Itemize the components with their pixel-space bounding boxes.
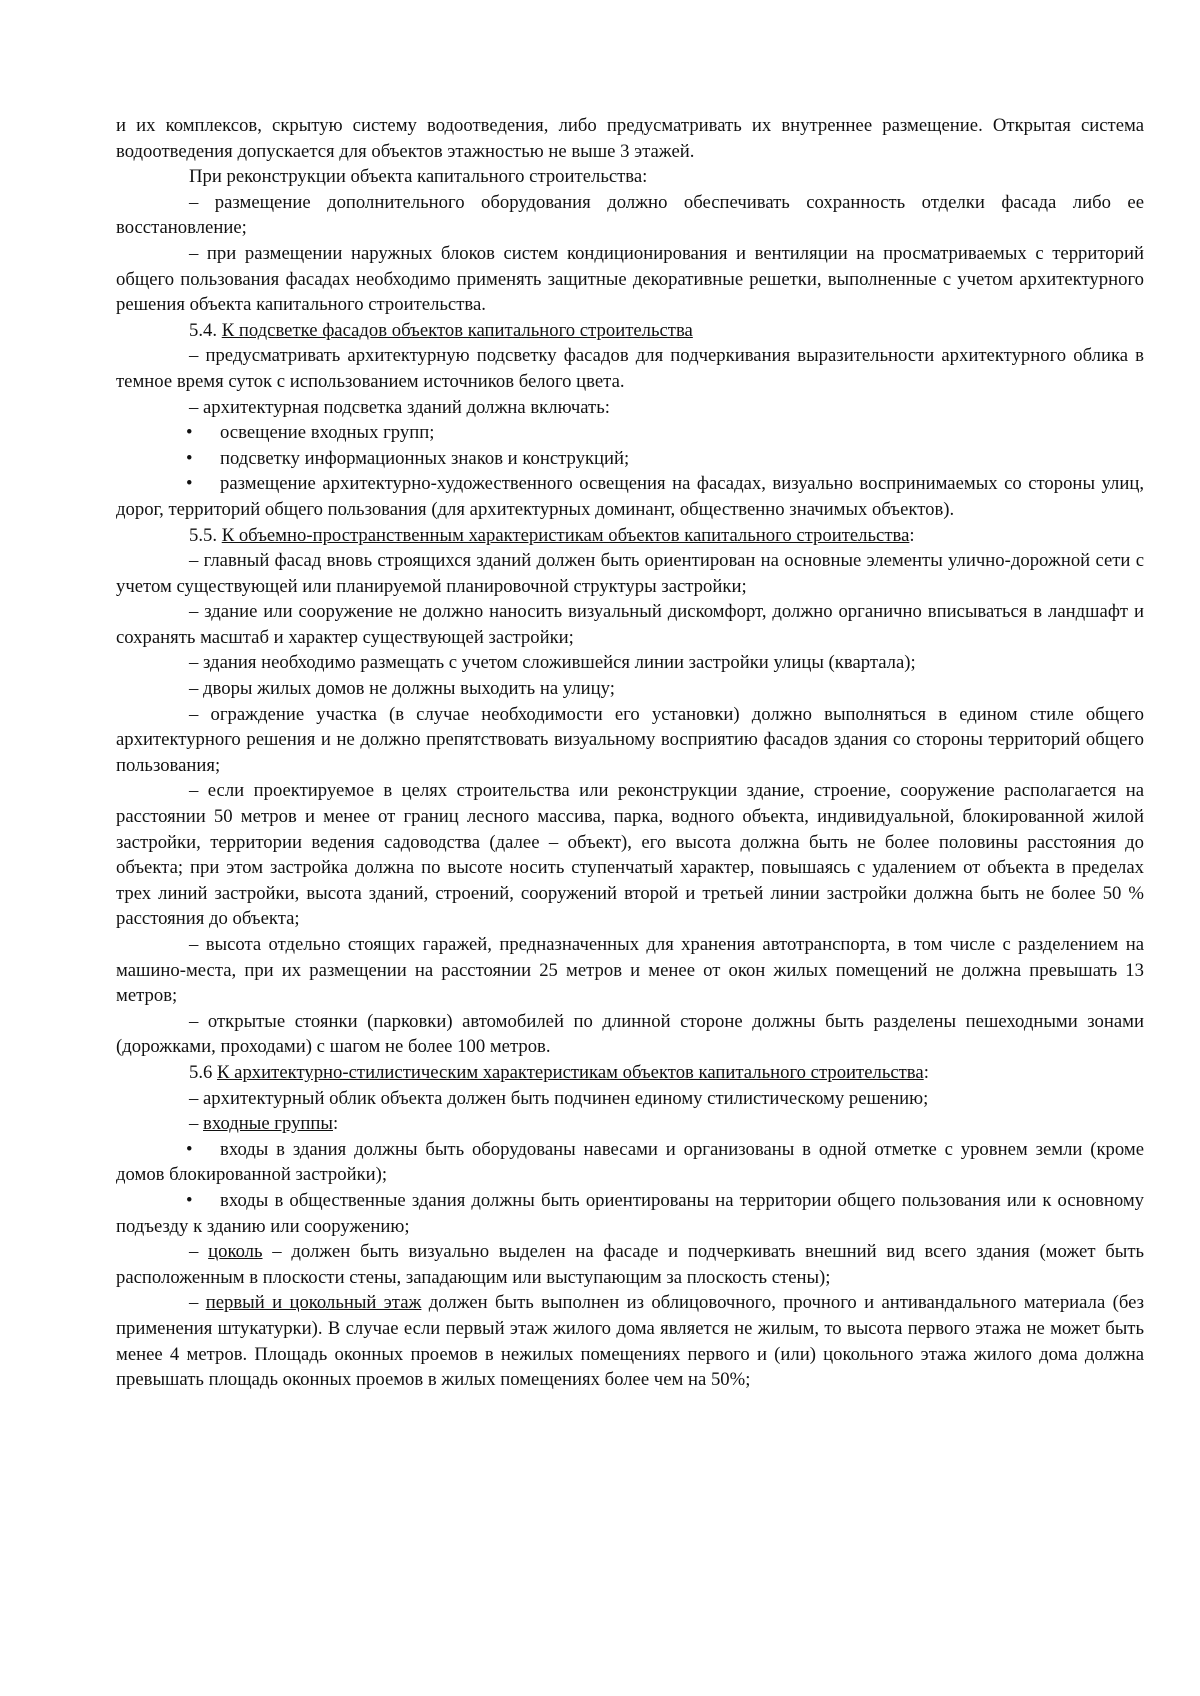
paragraph: и их комплексов, скрытую систему водоотведения, либо предусматривать их внутреннее размещение. Открытая система водоотведения допускается для объектов этажностью не выше 3 этажей. <box>116 115 1144 162</box>
list-item: – дворы жилых домов не должны выходить на улицу; <box>189 678 615 700</box>
list-item <box>116 1111 1144 1137</box>
bullet-text: освещение входных групп; <box>220 422 435 444</box>
bullet-text: входы в здания должны быть оборудованы навесами и организованы в одной отметке с уровнем земли (кроме домов блокированной застройки); <box>116 1138 1144 1186</box>
section-heading-5-5 <box>116 523 1144 549</box>
dash: – <box>189 1292 206 1314</box>
section-colon: : <box>909 524 915 546</box>
section-title: К объемно-пространственным характеристикам объектов капитального строительства <box>221 524 910 546</box>
bullet-text: подсветку информационных знаков и конструкций; <box>220 447 630 469</box>
dash: – <box>189 1113 204 1135</box>
list-item: – ограждение участка (в случае необходимости его установки) должно выполняться в едином стиле общего архитектурного решения и не должно препятствовать визуальному восприятию фасадов здания со стороны территорий общего пользования; <box>116 703 1144 776</box>
term-plinth: цоколь <box>208 1241 263 1263</box>
section-number: 5.6 <box>189 1061 218 1083</box>
section-title: К архитектурно-стилистическим характеристикам объектов капитального строительства <box>217 1061 924 1083</box>
list-item <box>116 1290 1144 1392</box>
document-body <box>116 113 1144 1393</box>
list-item: – при размещении наружных блоков систем кондиционирования и вентиляции на просматриваемых с территорий общего пользования фасадах необходимо применять защитные декоративные решетки, выполненные с учетом архитектурного решения объекта капитального строительства. <box>116 242 1144 316</box>
list-item: – размещение дополнительного оборудования должно обеспечивать сохранность отделки фасада либо ее восстановление; <box>116 191 1144 239</box>
list-item: – открытые стоянки (парковки) автомобилей по длинной стороне должны быть разделены пешеходными зонами (дорожками, проходами) с шагом не более 100 метров. <box>116 1010 1144 1058</box>
list-item: – главный фасад вновь строящихся зданий должен быть ориентирован на основные элементы улично-дорожной сети с учетом существующей или планируемой планировочной структуры застройки; <box>116 550 1144 597</box>
list-item: – архитектурная подсветка зданий должна включать: <box>189 396 610 418</box>
dash: – <box>189 1241 209 1263</box>
bullet-item <box>116 446 1144 472</box>
section-number: 5.5. <box>189 524 222 546</box>
term-first-floor: первый и цокольный этаж <box>205 1292 422 1314</box>
bullet-item <box>116 1137 1144 1188</box>
bullet-item <box>116 1188 1144 1239</box>
list-item: – здание или сооружение не должно наносить визуальный дискомфорт, должно органично вписываться в ландшафт и сохранять масштаб и характер существующей застройки; <box>116 601 1144 648</box>
list-item: – предусматривать архитектурную подсветку фасадов для подчеркивания выразительности архитектурного облика в темное время суток с использованием источников белого цвета. <box>116 345 1144 392</box>
paragraph: При реконструкции объекта капитального строительства: <box>189 166 648 188</box>
list-item: – архитектурный облик объекта должен быть подчинен единому стилистическому решению; <box>189 1087 929 1109</box>
bullet-icon: • <box>186 1138 193 1160</box>
bullet-icon: • <box>186 422 193 444</box>
bullet-item <box>116 420 1144 446</box>
bullet-item <box>116 471 1144 522</box>
section-heading-5-6 <box>116 1060 1144 1086</box>
list-item: – если проектируемое в целях строительства или реконструкции здание, строение, сооружение располагается на расстоянии 50 метров и менее от границ лесного массива, парка, водного объекта, индивидуальной, блокированной жилой застройки, территории ведения садоводства (далее – объект), его высота должна быть не более половины расстояния до объекта; при этом застройка должна по высоте носить ступенчатый характер, повышаясь с удалением от объекта в пределах трех линий застройки, высота зданий, строений, сооружений второй и третьей линии застройки должна быть не более 50 % расстояния до объекта; <box>116 780 1144 930</box>
section-title: К подсветке фасадов объектов капитального строительства <box>221 319 693 341</box>
list-item <box>116 1239 1144 1290</box>
bullet-text: размещение архитектурно-художественного освещения на фасадах, визуально воспринимаемых со стороны улиц, дорог, территорий общего пользования (для архитектурных доминант, общественно значимых объектов). <box>116 473 1144 520</box>
bullet-icon: • <box>186 447 193 469</box>
term-tail: должен быть выполнен из облицовочного, прочного и антивандального материала (без применения штукатурки). В случае если первый этаж жилого дома является не жилым, то высота первого этажа не может быть менее 4 метров. Площадь оконных проемов в нежилых помещениях первого и (или) цокольного этажа жилого дома должна превышать площадь оконных проемов в жилых помещениях более чем на 50%; <box>116 1292 1144 1391</box>
bullet-icon: • <box>186 473 193 495</box>
bullet-text: входы в общественные здания должны быть ориентированы на территории общего пользования или к основному подъезду к зданию или сооружению; <box>116 1189 1144 1237</box>
list-item: – высота отдельно стоящих гаражей, предназначенных для хранения автотранспорта, в том числе с разделением на машино-места, при их размещении на расстоянии 25 метров и менее от окон жилых помещений не должна превышать 13 метров; <box>116 934 1144 1007</box>
term-tail: – должен быть визуально выделен на фасаде и подчеркивать внешний вид всего здания (может быть расположенным в плоскости стены, западающим или выступающим за плоскость стены); <box>116 1241 1145 1288</box>
section-heading-5-4 <box>116 318 1144 344</box>
term-entrance-groups: входные группы <box>203 1113 333 1135</box>
section-colon: : <box>923 1061 929 1083</box>
section-number: 5.4. <box>189 319 222 341</box>
bullet-icon: • <box>186 1189 193 1211</box>
list-item: – здания необходимо размещать с учетом сложившейся линии застройки улицы (квартала); <box>189 652 916 674</box>
term-tail: : <box>332 1113 339 1135</box>
